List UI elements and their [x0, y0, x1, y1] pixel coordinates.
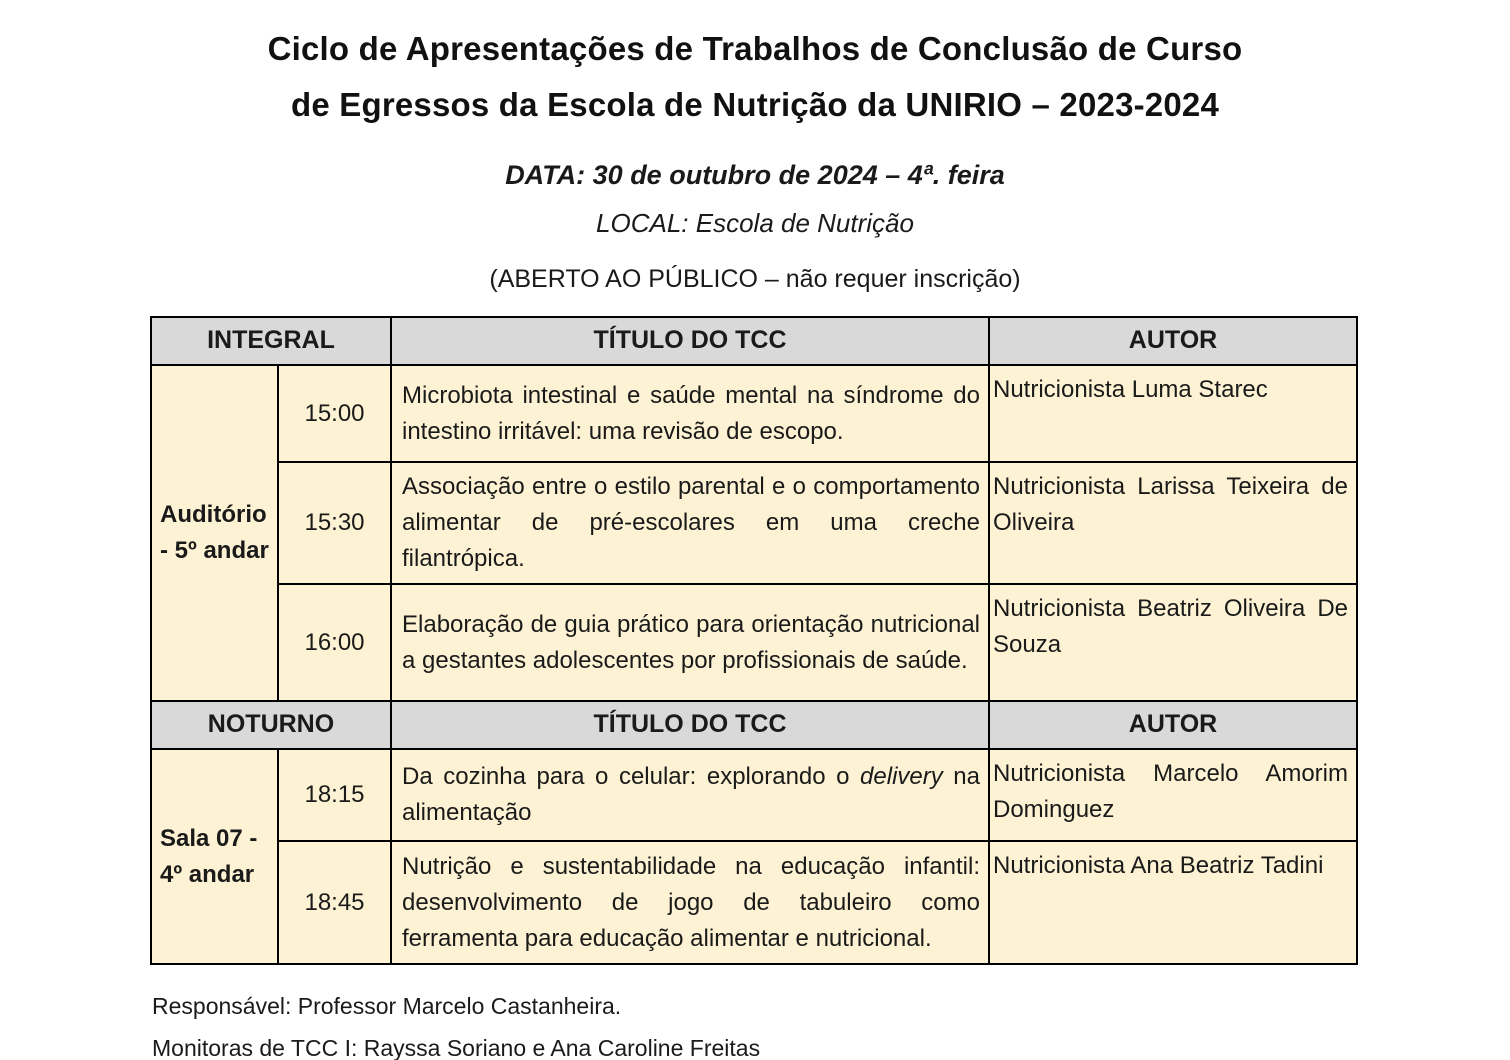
tcc-title-cell	[391, 749, 989, 841]
time-cell: 18:45	[278, 841, 391, 964]
responsible-line: Responsável: Professor Marcelo Castanheira.	[152, 993, 622, 1019]
event-location: LOCAL: Escola de Nutrição	[596, 208, 914, 238]
table-row	[151, 841, 1357, 964]
tcc-title-cell: Associação entre o estilo parental e o comportamento alimentar de pré-escolares em uma creche filantrópica.	[391, 462, 989, 584]
title-column-header: TÍTULO DO TCC	[391, 317, 989, 365]
time-cell: 15:00	[278, 365, 391, 462]
author-column-header: AUTOR	[989, 317, 1357, 365]
table-row	[151, 462, 1357, 584]
author-cell: Nutricionista Luma Starec	[989, 365, 1357, 462]
author-cell: Nutricionista Marcelo Amorim Dominguez	[989, 749, 1357, 841]
tcc-title-cell: Microbiota intestinal e saúde mental na síndrome do intestino irritável: uma revisão de escopo.	[391, 365, 989, 462]
document-header	[0, 0, 1510, 294]
author-cell: Nutricionista Larissa Teixeira de Oliveira	[989, 462, 1357, 584]
table-row	[151, 584, 1357, 701]
period-header: NOTURNO	[151, 701, 391, 749]
table-row	[151, 749, 1357, 841]
document-footer	[152, 993, 1510, 1060]
section-header-noturno	[151, 701, 1357, 749]
author-cell: Nutricionista Beatriz Oliveira De Souza	[989, 584, 1357, 701]
tcc-title-text: Da cozinha para o celular: explorando o	[402, 763, 861, 790]
title-column-header: TÍTULO DO TCC	[391, 701, 989, 749]
location-cell: Sala 07 - 4º andar	[151, 749, 278, 964]
schedule-table	[150, 316, 1358, 965]
monitors-line: Monitoras de TCC I: Rayssa Soriano e Ana Caroline Freitas	[152, 1035, 761, 1060]
doc-title-line1: Ciclo de Apresentações de Trabalhos de Conclusão de Curso	[267, 30, 1243, 67]
location-cell: Auditório - 5º andar	[151, 365, 278, 701]
event-date: DATA: 30 de outubro de 2024 – 4ª. feira	[505, 160, 1005, 190]
time-cell: 15:30	[278, 462, 391, 584]
open-to-public-note: (ABERTO AO PÚBLICO – não requer inscrição)	[489, 265, 1021, 293]
author-cell: Nutricionista Ana Beatriz Tadini	[989, 841, 1357, 964]
tcc-title-cell: Nutrição e sustentabilidade na educação infantil: desenvolvimento de jogo de tabuleiro como ferramenta para educação alimentar e nutricional.	[391, 841, 989, 964]
time-cell: 18:15	[278, 749, 391, 841]
section-header-integral	[151, 317, 1357, 365]
tcc-title-cell: Elaboração de guia prático para orientação nutricional a gestantes adolescentes por profissionais de saúde.	[391, 584, 989, 701]
table-row	[151, 365, 1357, 462]
period-header: INTEGRAL	[151, 317, 391, 365]
doc-title-line2: de Egressos da Escola de Nutrição da UNIRIO – 2023-2024	[290, 86, 1220, 123]
time-cell: 16:00	[278, 584, 391, 701]
tcc-title-italic-word: delivery	[860, 763, 943, 790]
author-column-header: AUTOR	[989, 701, 1357, 749]
tcc-title-text: na alimentação	[402, 763, 980, 826]
